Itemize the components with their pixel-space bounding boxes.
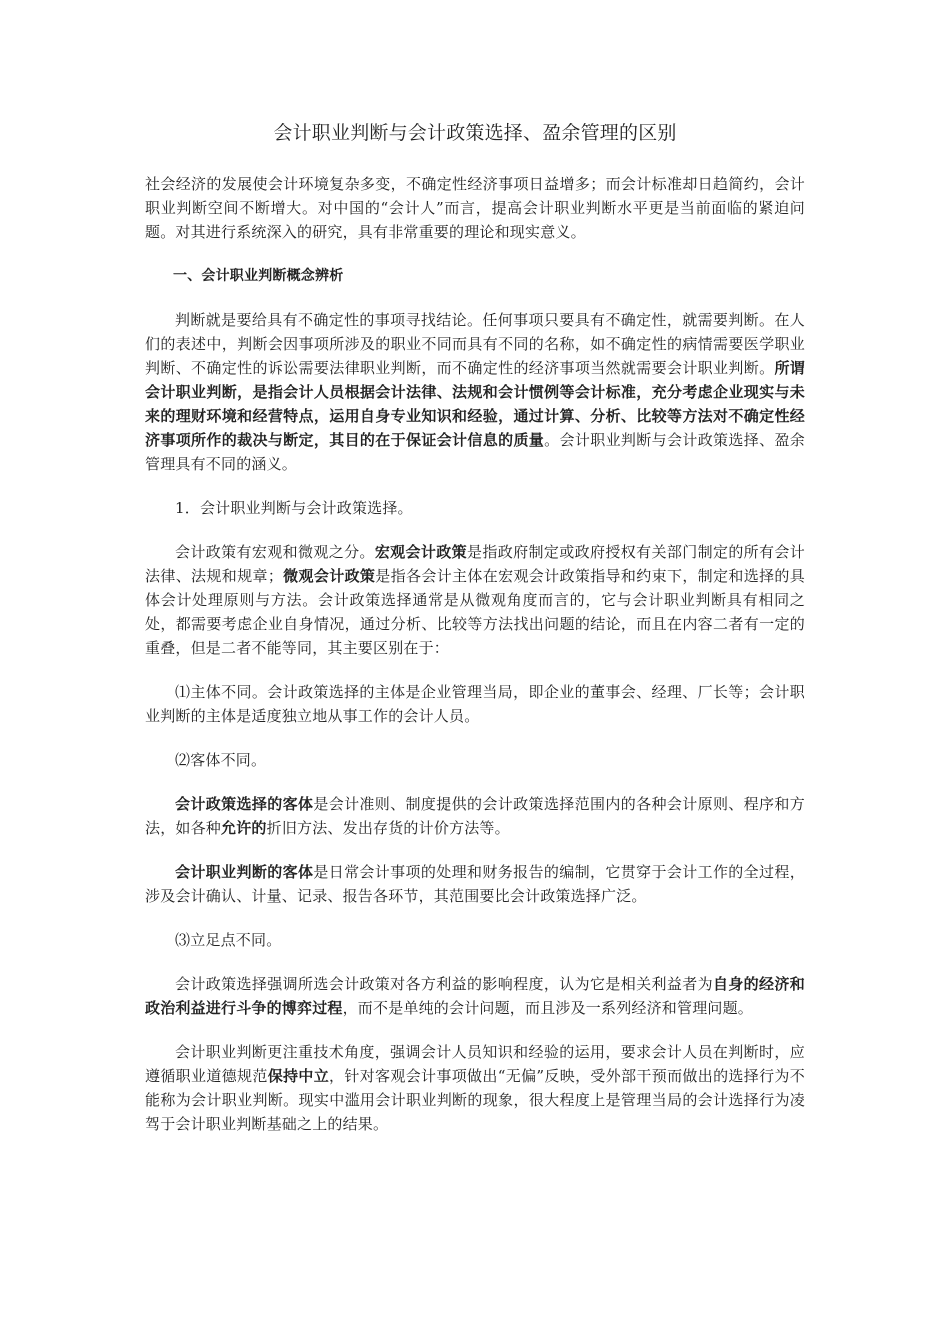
text-span: 。会计职业判断与会计政策选择、盈余管理具有不同的涵义。 [145, 431, 806, 473]
bold-term: 自身的经济和政治利益进行斗争的博弈过程 [145, 975, 805, 1017]
intro-paragraph: 社会经济的发展使会计环境复杂多变，不确定性经济事项日益增多；而会计标准却日趋简约，会计职业判断空间不断增大。对中国的“会计人”而言，提高会计职业判断水平更是当前面临的紧迫问题。对其进行系统深入的研究，具有非常重要的理论和现实意义。 [145, 175, 805, 241]
point-3-paragraph-b [145, 1040, 805, 1136]
text-span: ，而不是单纯的会计问题，而且涉及一系列经济和管理问题。 [342, 999, 754, 1017]
bold-term: 宏观会计政策 [374, 543, 468, 561]
subsection-heading-1: 1．会计职业判断与会计政策选择。 [175, 499, 413, 517]
text-span: 会计政策选择强调所选会计政策对各方利益的影响程度，认为它是相关利益者为 [175, 975, 713, 993]
point-3-heading: ⑶立足点不同。 [175, 931, 282, 949]
document-title: 会计职业判断与会计政策选择、盈余管理的区别 [273, 122, 677, 144]
text-span: 是指各会计主体在宏观会计政策指导和约束下，制定和选择的具体会计处理原则与方法。会计政策选择通常是从微观角度而言的，它与会计职业判断具有相同之处，都需要考虑企业自身情况，通过分析、比较等方法找出问题的结论，而且在内容二者有一定的重叠，但是二者不能等同，其主要区别在于： [145, 567, 805, 657]
text-span: ，针对客观会计事项做出“无偏”反映，受外部干预而做出的选择行为不能称为会计职业判断。现实中滥用会计职业判断的现象，很大程度上是管理当局的会计选择行为凌驾于会计职业判断基础之上的结果。 [145, 1067, 805, 1133]
text-span: 折旧方法、发出存货的计价方法等。 [266, 819, 510, 837]
bold-term: 会计政策选择的客体 [175, 795, 314, 813]
point-2-heading: ⑵客体不同。 [175, 751, 267, 769]
bold-term: 允许的 [221, 819, 267, 837]
bold-definition: 所谓会计职业判断，是指会计人员根据会计法律、法规和会计惯例等会计标准，充分考虑企业现实与未来的理财环境和经营特点，运用自身专业知识和经验，通过计算、分析、比较等方法对不确定性经济事项所作的裁决与断定，其目的在于保证会计信息的质量 [145, 359, 805, 449]
text-span: 会计职业判断更注重技术角度，强调会计人员知识和经验的运用，要求会计人员在判断时，应遵循职业道德规范 [145, 1043, 805, 1085]
text-span: 是日常会计事项的处理和财务报告的编制，它贯穿于会计工作的全过程，涉及会计确认、计量、记录、报告各环节，其范围要比会计政策选择广泛。 [145, 863, 805, 905]
point-1-paragraph: ⑴主体不同。会计政策选择的主体是企业管理当局，即企业的董事会、经理、厂长等；会计职业判断的主体是适度独立地从事工作的会计人员。 [145, 683, 805, 725]
text-span: 会计政策有宏观和微观之分。 [175, 543, 375, 561]
point-2-paragraph-b [145, 860, 805, 908]
bold-term: 会计职业判断的客体 [175, 863, 314, 881]
point-2-paragraph-a [145, 792, 805, 840]
point-3-paragraph-a [145, 972, 805, 1020]
section1-paragraph [145, 308, 805, 476]
text-span: 判断就是要给具有不确定性的事项寻找结论。任何事项只要具有不确定性，就需要判断。在人们的表述中，判断会因事项所涉及的职业不同而具有不同的名称，如不确定性的病情需要医学职业判断、不确定性的诉讼需要法律职业判断，而不确定性的经济事项当然就需要会计职业判断。 [145, 311, 805, 377]
bold-term: 保持中立 [267, 1067, 330, 1085]
policy-paragraph [145, 540, 805, 660]
document-body [145, 118, 805, 1156]
section-heading-1: 一、会计职业判断概念辨析 [173, 268, 344, 284]
text-span: 是指政府制定或政府授权有关部门制定的所有会计法律、法规和规章； [145, 543, 805, 585]
bold-term: 微观会计政策 [283, 567, 376, 585]
text-span: 是会计准则、制度提供的会计政策选择范围内的各种会计原则、程序和方法，如各种 [145, 795, 805, 837]
